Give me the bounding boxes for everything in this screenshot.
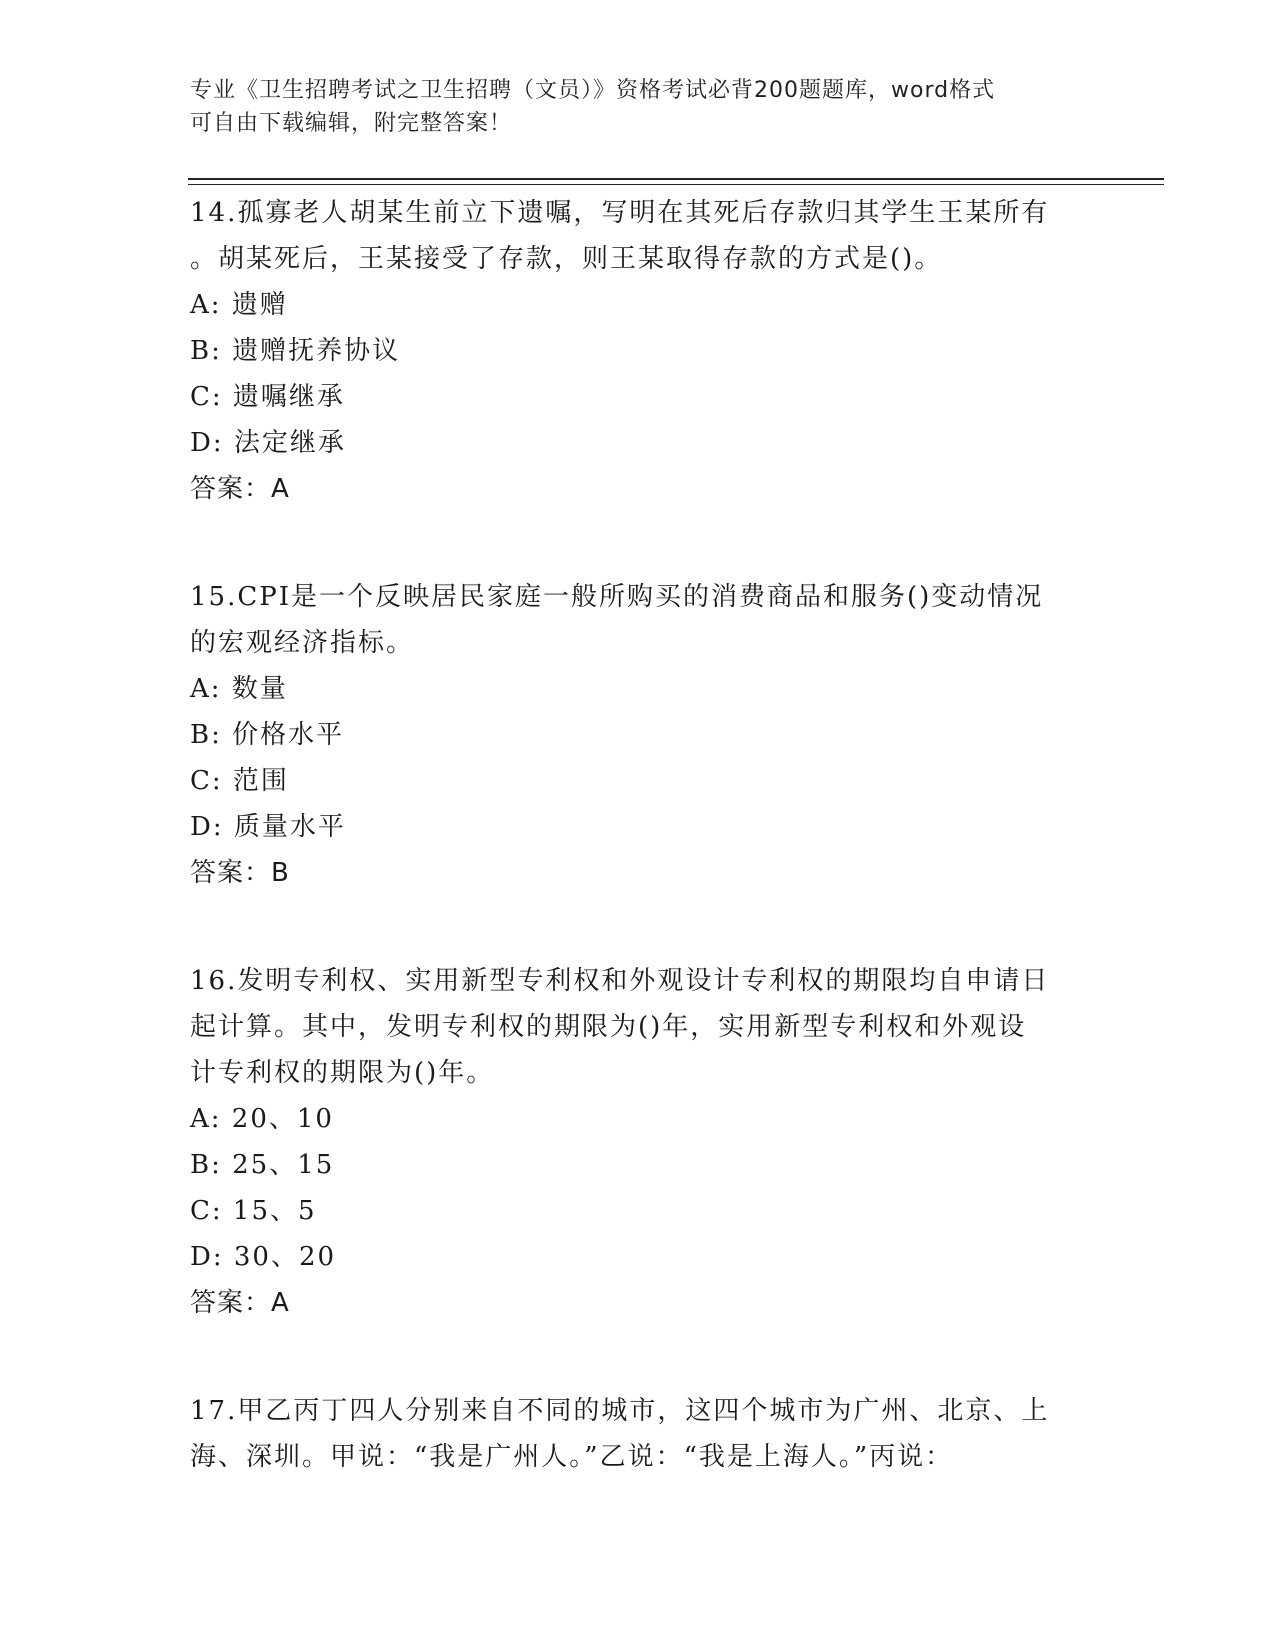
question-text: 16.发明专利权、实用新型专利权和外观设计专利权的期限均自申请日 <box>190 966 1050 996</box>
question-text: 海、深圳。甲说：“我是广州人。”乙说：“我是上海人。”丙说： <box>190 1442 954 1472</box>
answer-option: B: 价格水平 <box>190 720 345 750</box>
document-header <box>190 74 1090 140</box>
answer-key: 答案：B <box>190 858 290 888</box>
answer-option: D: 质量水平 <box>190 812 346 842</box>
header-divider-thin <box>188 184 1164 185</box>
question-text: 起计算。其中，发明专利权的期限为()年，实用新型专利权和外观设 <box>190 1012 1027 1042</box>
answer-option: B: 25、15 <box>190 1150 335 1180</box>
question-block <box>190 190 1090 512</box>
question-list <box>190 190 1090 1542</box>
answer-key: 答案：A <box>190 1288 290 1318</box>
question-block <box>190 958 1090 1326</box>
question-text: 15.CPI是一个反映居民家庭一般所购买的消费商品和服务()变动情况 <box>190 582 1044 612</box>
answer-option: D: 30、20 <box>190 1242 337 1272</box>
question-block <box>190 574 1090 896</box>
question-block <box>190 1388 1090 1480</box>
header-line: 可自由下载编辑，附完整答案！ <box>190 111 513 136</box>
question-text: 17.甲乙丙丁四人分别来自不同的城市，这四个城市为广州、北京、上 <box>190 1396 1050 1426</box>
question-text: 计专利权的期限为()年。 <box>190 1058 495 1088</box>
answer-option: C: 范围 <box>190 766 289 796</box>
header-divider <box>188 178 1164 180</box>
question-text: 14.孤寡老人胡某生前立下遗嘱，写明在其死后存款归其学生王某所有 <box>190 198 1050 228</box>
answer-option: A: 20、10 <box>190 1104 334 1134</box>
answer-option: A: 遗赠 <box>190 290 288 320</box>
answer-option: C: 遗嘱继承 <box>190 382 345 412</box>
question-text: 的宏观经济指标。 <box>190 628 415 658</box>
answer-option: A: 数量 <box>190 674 288 704</box>
header-line: 专业《卫生招聘考试之卫生招聘（文员）》资格考试必背200题题库，word格式 <box>190 78 996 103</box>
question-text: 。胡某死后，王某接受了存款，则王某取得存款的方式是()。 <box>190 244 943 274</box>
answer-option: B: 遗赠抚养协议 <box>190 336 401 366</box>
answer-key: 答案：A <box>190 474 290 504</box>
answer-option: D: 法定继承 <box>190 428 346 458</box>
answer-option: C: 15、5 <box>190 1196 317 1226</box>
